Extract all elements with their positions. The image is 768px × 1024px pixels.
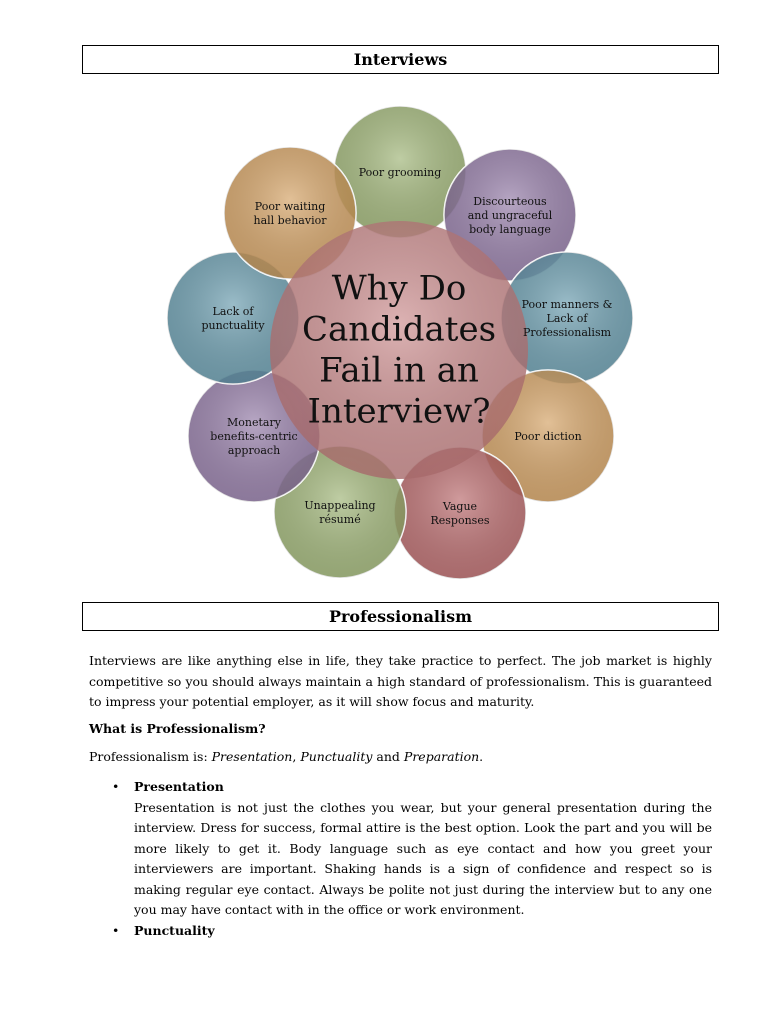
term-presentation: Presentation [211, 749, 293, 764]
term-punctuality: Punctuality [300, 749, 373, 764]
center-title-line: Why Do [331, 268, 467, 309]
list-item [112, 777, 712, 921]
factor-label: Lack of [546, 312, 588, 325]
center-title-line: Fail in an [319, 350, 479, 391]
factor-label: résumé [319, 513, 361, 526]
factor-label: body language [469, 223, 551, 236]
factor-label: Monetary [227, 416, 281, 429]
factor-label: Poor waiting [254, 200, 326, 213]
factor-label: Vague [442, 500, 478, 513]
factor-label: and ungraceful [467, 209, 553, 222]
bullet-heading: Presentation [134, 779, 224, 794]
factor-label: approach [227, 444, 281, 457]
professionalism-question: What is Professionalism? [89, 721, 266, 736]
center-title-line: Interview? [307, 391, 491, 432]
factor-label: benefits-centric [210, 430, 298, 443]
factor-label: Poor grooming [358, 166, 442, 179]
factor-label: Poor diction [514, 430, 582, 443]
bullet-icon: • [112, 779, 120, 794]
bullet-heading: Punctuality [134, 922, 215, 938]
list-item [112, 921, 712, 942]
interviews-heading: Interviews [82, 45, 719, 74]
factor-label: Poor manners & [521, 298, 613, 311]
bullet-body: Presentation is not just the clothes you wear, but your general presentation during the interview. Dress for success, formal attire is the best option. Look the part and you will be more likely to get it. Body language such as eye contact and how you greet your interviewers are important. Shaking hands is a sign of confidence and respect so is making regular eye contact. Always be polite not just during the interview but to any one you may have contact with in the office or work environment. [134, 799, 712, 917]
bullet-icon: • [112, 922, 120, 938]
factor-label: Lack of [212, 305, 254, 318]
professionalism-heading: Professionalism [82, 602, 719, 631]
term-preparation: Preparation [403, 749, 480, 764]
factor-label: Discourteous [473, 195, 547, 208]
factor-label: Responses [430, 514, 490, 527]
factor-label: hall behavior [253, 214, 327, 227]
intro-paragraph: Interviews are like anything else in life, they take practice to perfect. The job market is highly competitive so you should always maintain a high standard of professionalism. This is guaranteed to impress your potential employer, as it will show focus and maturity. [89, 653, 712, 709]
factor-label: Unappealing [304, 499, 376, 512]
professionalism-definition: Professionalism is: Presentation, Punctuality and Preparation. [89, 749, 484, 764]
center-title-line: Candidates [301, 309, 497, 350]
factor-label: Professionalism [522, 326, 612, 339]
factor-label: punctuality [201, 319, 265, 332]
professionalism-list [112, 777, 712, 941]
